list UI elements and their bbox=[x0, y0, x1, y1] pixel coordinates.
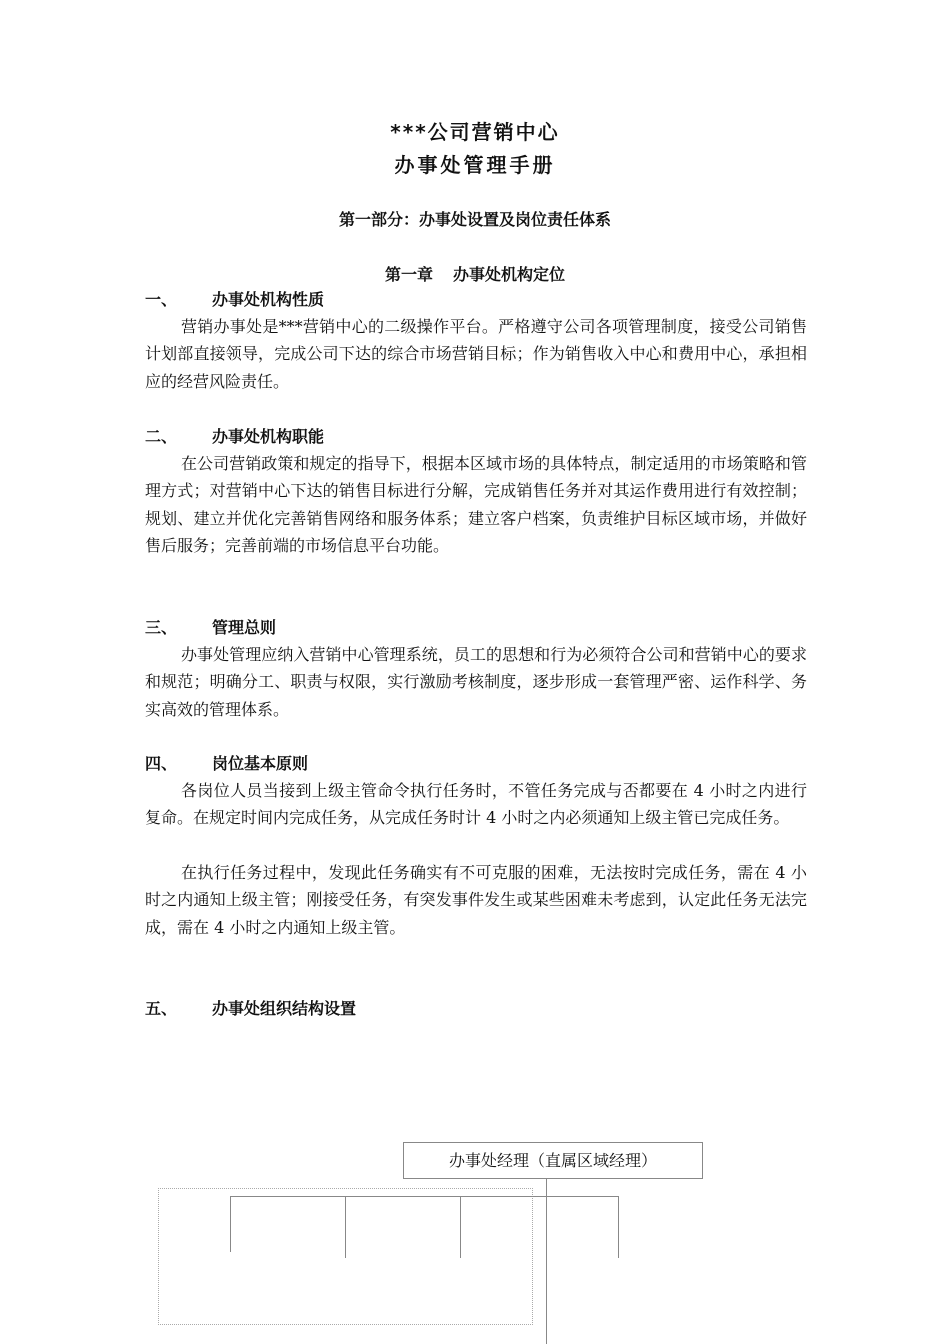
section-number: 五、 bbox=[145, 999, 178, 1018]
section-heading-text: 管理总则 bbox=[212, 618, 277, 637]
section-4-paragraph-2: 在执行任务过程中，发现此任务确实有不可克服的困难，无法按时完成任务，需在 4 小时之内通知上级主管；刚接受任务，有突发事件发生或某些困难未考虑到，认定此任务无法完成，需在 4 小时之内通知上级主管。 bbox=[145, 863, 807, 937]
org-branch-line bbox=[460, 1196, 461, 1258]
section-number: 三、 bbox=[145, 618, 178, 637]
section-heading-text: 岗位基本原则 bbox=[212, 754, 309, 773]
section-2-paragraph: 在公司营销政策和规定的指导下，根据本区域市场的具体特点，制定适用的市场策略和管理方式；对营销中心下达的销售目标进行分解，完成销售任务并对其运作费用进行有效控制；规划、建立并优化完善销售网络和服务体系；建立客户档案，负责维护目标区域市场，并做好售后服务；完善前端的市场信息平台功能。 bbox=[145, 454, 807, 555]
org-trunk-line bbox=[546, 1179, 547, 1344]
section-heading-text: 办事处机构职能 bbox=[212, 427, 325, 446]
section-heading-text: 办事处组织结构设置 bbox=[212, 999, 357, 1018]
org-manager-box: 办事处经理（直属区域经理） bbox=[403, 1142, 703, 1179]
chapter-name: 办事处机构定位 bbox=[453, 265, 566, 284]
section-1-paragraph: 营销办事处是***营销中心的二级操作平台。严格遵守公司各项管理制度，接受公司销售计划部直接领导，完成公司下达的综合市场营销目标；作为销售收入中心和费用中心，承担相应的经营风险责任。 bbox=[145, 317, 807, 391]
section-5-heading bbox=[145, 998, 356, 1020]
org-branch-line bbox=[345, 1196, 346, 1258]
org-branch-line bbox=[230, 1196, 231, 1252]
section-2-heading bbox=[145, 426, 324, 448]
title-line-2: 办事处管理手册 bbox=[394, 153, 556, 177]
part-title: 第一部分：办事处设置及岗位责任体系 bbox=[338, 210, 611, 229]
title-line-1: ***公司营销中心 bbox=[390, 120, 560, 144]
chapter-title bbox=[0, 262, 950, 285]
section-3-paragraph: 办事处管理应纳入营销中心管理系统，员工的思想和行为必须符合公司和营销中心的要求和规范；明确分工、职责与权限，实行激励考核制度，逐步形成一套管理严密、运作科学、务实高效的管理体系。 bbox=[145, 645, 807, 719]
section-4-paragraph-1: 各岗位人员当接到上级主管命令执行任务时，不管任务完成与否都要在 4 小时之内进行复命。在规定时间内完成任务，从完成任务时计 4 小时之内必须通知上级主管已完成任务。 bbox=[145, 781, 807, 828]
org-branch-bar bbox=[230, 1196, 619, 1197]
chapter-number: 第一章 bbox=[384, 265, 433, 284]
section-4-heading bbox=[145, 753, 308, 775]
section-number: 一、 bbox=[145, 290, 178, 309]
section-number: 四、 bbox=[145, 754, 178, 773]
section-number: 二、 bbox=[145, 427, 178, 446]
section-1-heading bbox=[145, 289, 324, 311]
org-branch-line bbox=[618, 1196, 619, 1258]
section-3-heading bbox=[145, 617, 276, 639]
section-heading-text: 办事处机构性质 bbox=[212, 290, 325, 309]
